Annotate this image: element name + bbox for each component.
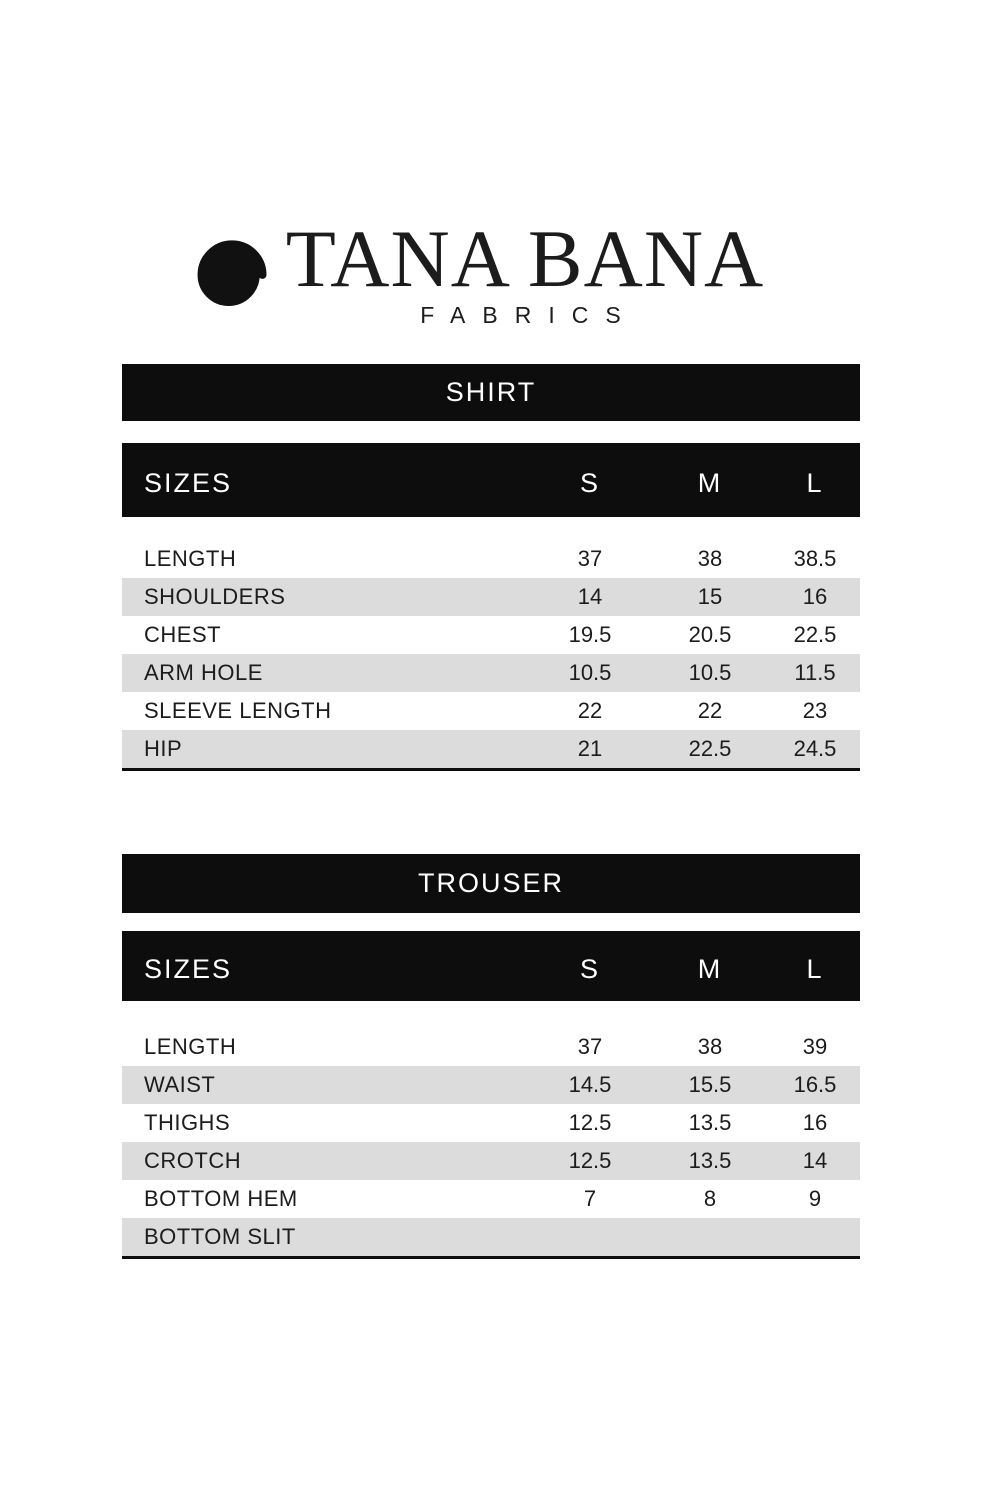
brand-subtitle: FABRICS (420, 302, 638, 328)
table-row (122, 1218, 860, 1256)
row-value-l: 38.5 (793, 546, 837, 571)
size-col-l: L (806, 953, 824, 984)
brand-text-block (285, 213, 765, 329)
row-label: THIGHS (144, 1110, 231, 1135)
row-label: ARM HOLE (144, 660, 263, 685)
row-value-m: 13.5 (688, 1148, 732, 1173)
row-value-s: 19.5 (568, 622, 612, 647)
row-value-s: 14.5 (568, 1072, 612, 1097)
row-value-m: 8 (703, 1186, 717, 1211)
row-label: SLEEVE LENGTH (144, 698, 332, 723)
shirt-sizes-header (122, 443, 860, 517)
row-value-m: 13.5 (688, 1110, 732, 1135)
row-value-s: 12.5 (568, 1110, 612, 1135)
row-value-l: 39 (802, 1034, 828, 1059)
size-col-s: S (579, 953, 600, 984)
size-col-m: M (697, 467, 723, 498)
row-label: BOTTOM SLIT (144, 1224, 296, 1249)
row-value-l: 16.5 (793, 1072, 837, 1097)
row-value-m: 22.5 (688, 736, 732, 761)
row-label: CHEST (144, 622, 222, 647)
row-value-m: 38 (697, 1034, 723, 1059)
row-value-s: 14 (577, 584, 603, 609)
size-col-m: M (697, 953, 723, 984)
size-col-l: L (806, 467, 824, 498)
row-label: HIP (144, 736, 183, 761)
row-value-l: 24.5 (793, 736, 837, 761)
row-value-s: 37 (577, 546, 603, 571)
table-row (122, 1142, 860, 1180)
row-value-s: 7 (583, 1186, 597, 1211)
row-label: LENGTH (144, 1034, 237, 1059)
row-value-s: 21 (577, 736, 603, 761)
row-label: BOTTOM HEM (144, 1186, 298, 1211)
table-row (122, 1180, 860, 1218)
row-value-l: 22.5 (793, 622, 837, 647)
row-label: WAIST (144, 1072, 216, 1097)
row-label: LENGTH (144, 546, 237, 571)
trouser-title: TROUSER (417, 868, 564, 898)
table-row (122, 692, 860, 730)
row-value-s: 22 (577, 698, 603, 723)
spiral-icon (192, 237, 268, 310)
brand-name: TANA BANA (285, 213, 765, 304)
table-row (122, 1066, 860, 1104)
row-value-m: 15 (697, 584, 723, 609)
row-value-m: 22 (697, 698, 723, 723)
row-value-m: 10.5 (688, 660, 732, 685)
table-row (122, 540, 860, 578)
row-value-m: 15.5 (688, 1072, 732, 1097)
table-row (122, 1104, 860, 1142)
size-col-s: S (579, 467, 600, 498)
row-value-s: 12.5 (568, 1148, 612, 1173)
table-row (122, 616, 860, 654)
table-row (122, 1028, 860, 1066)
row-value-m: 38 (697, 546, 723, 571)
table-row (122, 654, 860, 692)
shirt-table (122, 540, 860, 771)
table-row (122, 578, 860, 616)
row-value-l: 11.5 (794, 660, 836, 685)
row-value-s: 10.5 (568, 660, 612, 685)
shirt-title: SHIRT (445, 377, 537, 407)
trouser-table (122, 1028, 860, 1259)
row-value-l: 23 (802, 698, 828, 723)
row-label: SHOULDERS (144, 584, 286, 609)
trouser-title-bar (122, 854, 860, 913)
shirt-title-bar (122, 364, 860, 421)
row-value-l: 16 (802, 584, 828, 609)
sizes-label: SIZES (144, 467, 233, 498)
row-value-l: 14 (802, 1148, 828, 1173)
trouser-sizes-header (122, 931, 860, 1001)
sizes-label: SIZES (144, 953, 233, 984)
row-value-l: 16 (802, 1110, 828, 1135)
brand-logo (0, 213, 978, 329)
row-label: CROTCH (144, 1148, 242, 1173)
row-value-m: 20.5 (688, 622, 732, 647)
table-row (122, 730, 860, 768)
row-value-s: 37 (577, 1034, 603, 1059)
row-value-l: 9 (808, 1186, 822, 1211)
